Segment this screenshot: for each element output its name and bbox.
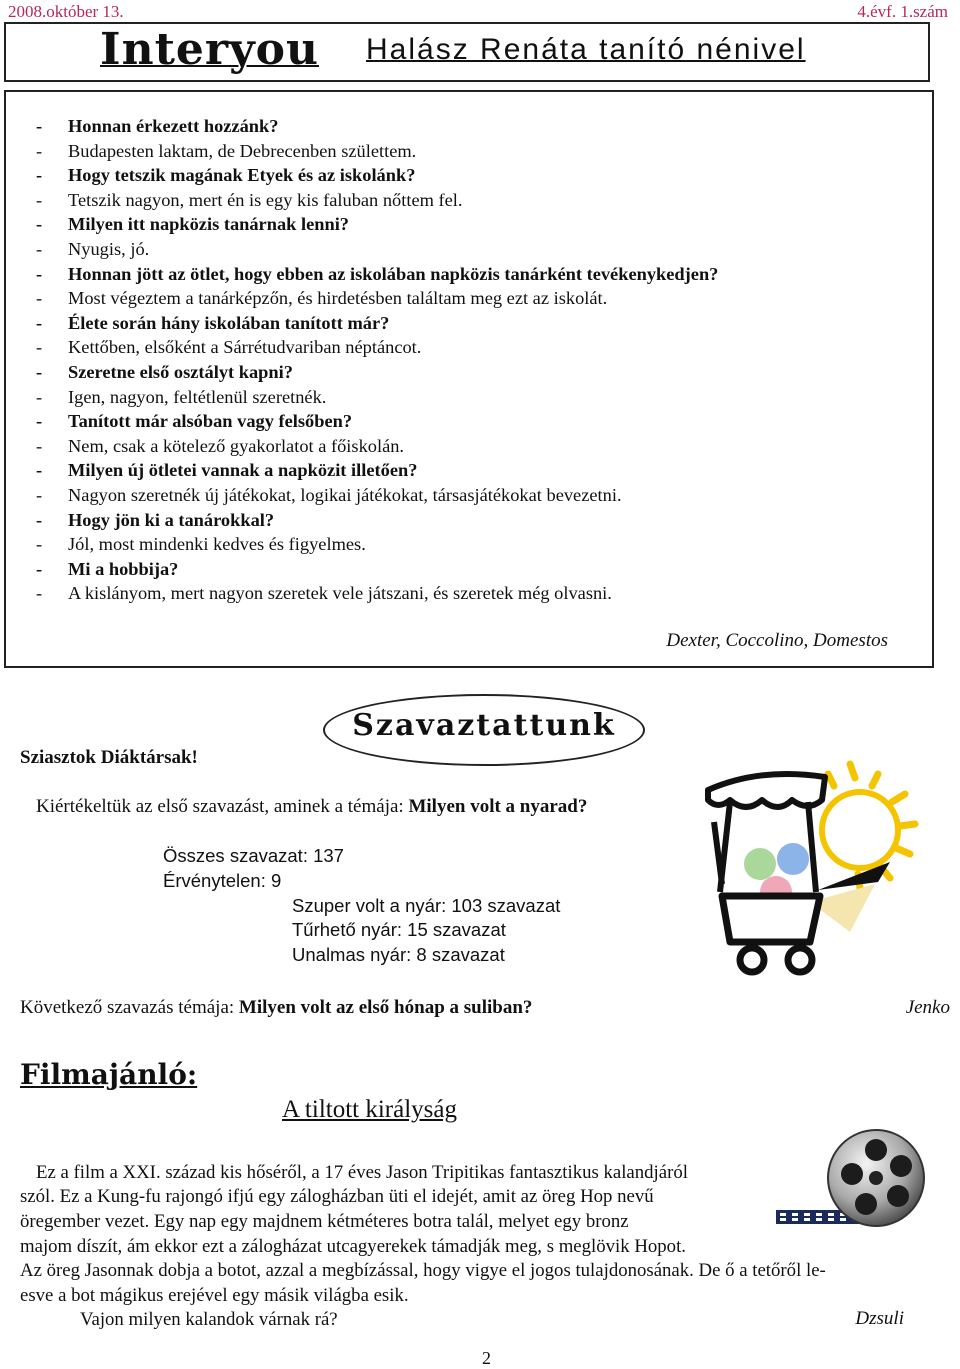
vote-total: Összes szavazat: 137 (163, 845, 344, 866)
interview-question: - Szeretne első osztályt kapni? (36, 360, 718, 385)
interview-answer: - Nyugis, jó. (36, 237, 718, 262)
interview-question: - Honnan érkezett hozzánk? (36, 114, 718, 139)
interview-question: - Hogy jön ki a tanárokkal? (36, 508, 718, 533)
film-author: Dzsuli (855, 1308, 904, 1329)
vote-greeting: Sziasztok Diáktársak! (20, 747, 198, 768)
sun-disc (822, 792, 898, 868)
interview-list (36, 114, 718, 606)
interview-question: - Milyen új ötletei vannak a napközit illetően? (36, 458, 718, 483)
interview-answer: - Jól, most mindenki kedves és figyelmes. (36, 532, 718, 557)
vote-result: Tűrhető nyár: 15 szavazat (292, 919, 506, 940)
film-text-line: öregember vezet. Egy nap egy majdnem kétméteres botra talál, melyet egy bronz (20, 1211, 629, 1232)
film-text-line: majom díszít, ám ekkor ezt a zálogházat utcagyerekek támadják meg, s meglövik Hopot. (20, 1236, 686, 1257)
vote-invalid: Érvénytelen: 9 (163, 870, 282, 891)
vote-author: Jenko (905, 997, 950, 1018)
interview-question: - Mi a hobbija? (36, 557, 718, 582)
issue-number: 4.évf. 1.szám (857, 2, 948, 21)
film-text-line: Vajon milyen kalandok várnak rá? (80, 1309, 338, 1330)
film-text-line: szól. Ez a Kung-fu rajongó ifjú egy zálogházban üti el idejét, amit az öreg Hop nevű (20, 1186, 654, 1207)
vote-intro-text: Kiértékeltük az első szavazást, aminek a témája: (36, 796, 409, 817)
page-number: 2 (482, 1348, 491, 1368)
interview-answer: - Nem, csak a kötelező gyakorlatot a főiskolán. (36, 434, 718, 459)
interview-authors: Dexter, Coccolino, Domestos (666, 630, 888, 651)
interview-answer: - Kettőben, elsőként a Sárrétudvariban néptáncot. (36, 335, 718, 360)
page-subtitle: Halász Renáta tanító nénivel (366, 33, 806, 66)
next-vote (20, 997, 532, 1019)
interview-answer: - Tetszik nagyon, mert én is egy kis faluban nőttem fel. (36, 188, 718, 213)
film-title: A tiltott királyság (282, 1096, 457, 1123)
vote-intro (36, 796, 587, 818)
film-text-line: esve a bot mágikus erejével egy másik világba esik. (20, 1285, 409, 1306)
interview-question: - Tanított már alsóban vagy felsőben? (36, 409, 718, 434)
ice-cream-cart-icon (700, 752, 925, 980)
interview-question: - Élete során hány iskolában tanított már? (36, 311, 718, 336)
vote-heading: Szavaztattunk (352, 708, 616, 743)
interview-answer: - Most végeztem a tanárképzőn, és hirdetésben találtam meg ezt az iskolát. (36, 286, 718, 311)
interview-question: - Honnan jött az ötlet, hogy ebben az iskolában napközis tanárként tevékenykedjen? (36, 262, 718, 287)
interview-question: - Hogy tetszik magának Etyek és az iskolánk? (36, 163, 718, 188)
interview-question: - Milyen itt napközis tanárnak lenni? (36, 212, 718, 237)
film-text-line: Ez a film a XXI. század kis hőséről, a 17 éves Jason Tripitikas fantasztikus kalandjáról (36, 1162, 688, 1183)
next-vote-topic: Milyen volt az első hónap a suliban? (238, 997, 533, 1018)
interview-answer: - Igen, nagyon, feltétlenül szeretnék. (36, 385, 718, 410)
issue-date: 2008.október 13. (8, 2, 124, 21)
film-reel-icon (776, 1128, 934, 1232)
vote-intro-topic: Milyen volt a nyarad? (408, 796, 588, 817)
film-text-line: Az öreg Jasonnak dobja a botot, azzal a megbízással, hogy vigye el jogos tulajdonosának. De ő a tetőről le- (20, 1260, 826, 1281)
interview-answer: - Nagyon szeretnék új játékokat, logikai játékokat, társasjátékokat bevezetni. (36, 483, 718, 508)
vote-result: Unalmas nyár: 8 szavazat (292, 944, 505, 965)
interview-answer: - A kislányom, mert nagyon szeretek vele játszani, és szeretek még olvasni. (36, 581, 718, 606)
next-vote-label: Következő szavazás témája: (20, 997, 239, 1018)
interview-answer: - Budapesten laktam, de Debrecenben születtem. (36, 139, 718, 164)
page-title: Interyou (100, 24, 319, 75)
vote-result: Szuper volt a nyár: 103 szavazat (292, 895, 561, 916)
film-heading: Filmajánló: (20, 1058, 198, 1091)
